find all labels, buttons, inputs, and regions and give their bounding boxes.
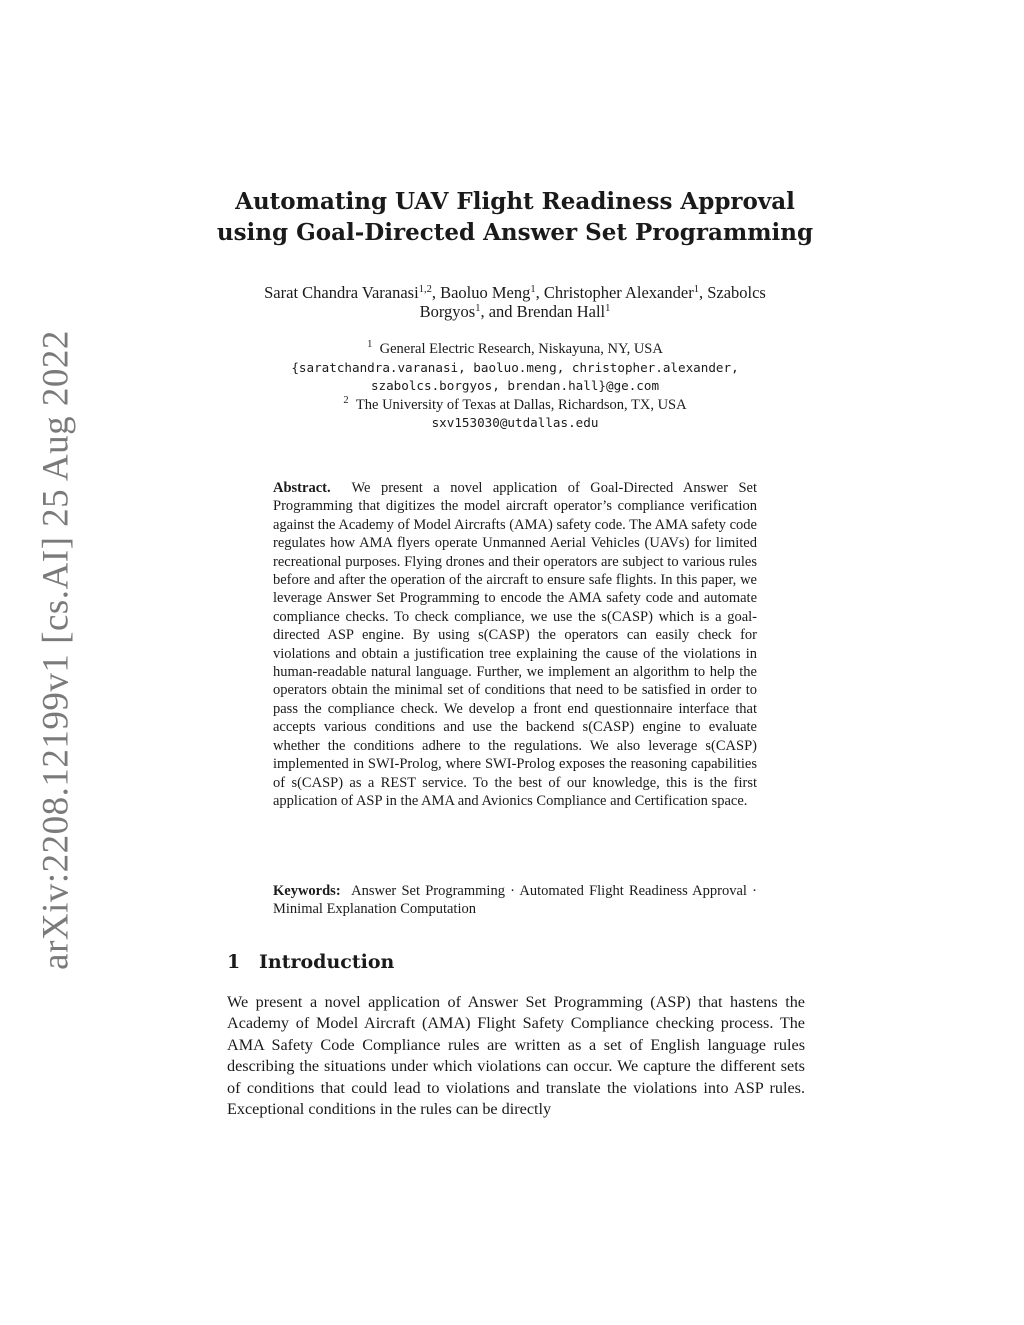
author-affil-mark: 1 — [530, 284, 536, 295]
title-line-1: Automating UAV Flight Readiness Approval — [235, 188, 795, 215]
affiliation-mark: 1 — [367, 339, 373, 350]
keywords-text: Answer Set Programming · Automated Flight Readiness Approval · Minimal Explanation Computation — [273, 883, 757, 918]
author-affil-mark: 1 — [475, 303, 481, 314]
author-name: , and Brendan Hall — [480, 302, 606, 321]
section-title: Introduction — [259, 951, 395, 973]
section-heading — [227, 951, 394, 973]
affiliation-1-emails: {saratchandra.varanasi, baoluo.meng, christopher.alexander, — [291, 359, 739, 375]
author-name: Borgyos — [419, 302, 476, 321]
title-line-2: using Goal-Directed Answer Set Programming — [216, 219, 814, 246]
affiliation-1 — [200, 340, 830, 359]
affiliation-mark: 2 — [343, 394, 349, 406]
author-line-1 — [200, 283, 830, 302]
keywords — [273, 882, 757, 919]
arxiv-stamp — [30, 330, 82, 970]
affiliations — [200, 340, 830, 433]
affiliation-2 — [200, 396, 830, 415]
section-body — [227, 992, 805, 1120]
author-name: Sarat Chandra Varanasi — [264, 283, 419, 302]
affiliation-text: The University of Texas at Dallas, Richardson, TX, USA — [355, 396, 687, 413]
paper-title — [180, 186, 850, 248]
author-line-2 — [200, 302, 830, 321]
abstract-text: We present a novel application of Goal-Directed Answer Set Programming that digitizes the model aircraft operator’s compliance verification against the Academy of Model Aircrafts (AMA) safety code. The AMA safety code regulates how AMA flyers operate Unmanned Aerial Vehicles (UAVs) for limited recreational purposes. Flying drones and their operators are subject to various rules before and after the operation of the aircraft to ensure safe flights. In this paper, we leverage Answer Set Programming to encode the AMA safety code and automate compliance checks. To check compliance, we use the s(CASP) which is a goal-directed ASP engine. By using s(CASP) the operators can easily check for violations and obtain a justification tree explaining the cause of the violations in human-readable natural language. Further, we implement an algorithm to help the operators obtain the minimal set of conditions that need to be satisfied in order to pass the compliance check. We develop a front end questionnaire interface that accepts various conditions and use the backend s(CASP) engine to evaluate whether the conditions adhere to the regulations. We also leverage s(CASP) implemented in SWI-Prolog, where SWI-Prolog exposes the reasoning capabilities of s(CASP) as a REST service. To the best of our knowledge, this is the first application of ASP in the AMA and Avionics Compliance and Certification space. — [273, 480, 757, 809]
author-affil-mark: 1 — [605, 303, 611, 314]
author-name: , Christopher Alexander — [535, 283, 694, 302]
keywords-label: Keywords: — [273, 883, 341, 899]
author-name: , Baoluo Meng — [431, 283, 531, 302]
author-affil-mark: 1,2 — [418, 284, 432, 295]
arxiv-identifier: arXiv:2208.12199v1 [cs.AI] 25 Aug 2022 — [35, 330, 77, 970]
section-number: 1 — [227, 951, 241, 973]
abstract-label: Abstract. — [273, 480, 331, 496]
affiliation-1-emails-cont: szabolcs.borgyos, brendan.hall}@ge.com — [370, 378, 660, 393]
abstract — [273, 479, 757, 810]
affiliation-text: General Electric Research, Niskayuna, NY, USA — [379, 341, 663, 357]
author-name: , Szabolcs — [698, 283, 766, 302]
author-list — [200, 283, 830, 321]
body-paragraph: We present a novel application of Answer Set Programming (ASP) that hastens the Academy of Model Aircraft (AMA) Flight Safety Compliance checking process. The AMA Safety Code Compliance rules are written as a set of English language rules describing the situations under which violations can occur. We capture the different sets of conditions that could lead to violations and translate the violations into ASP rules. Exceptional conditions in the rules can be directly — [227, 993, 805, 1119]
author-affil-mark: 1 — [693, 284, 699, 295]
affiliation-2-email: sxv153030@utdallas.edu — [431, 415, 599, 430]
